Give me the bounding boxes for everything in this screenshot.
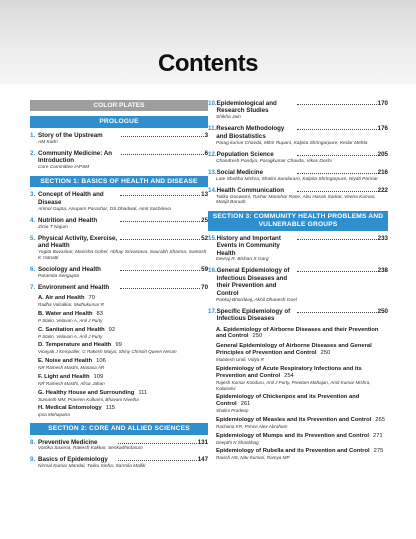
leader-dots xyxy=(118,456,197,461)
toc-entry[interactable] xyxy=(30,456,208,470)
subentry-title-line xyxy=(38,358,208,365)
color-plates-label: COLOR PLATES xyxy=(30,100,208,111)
leader-dots xyxy=(297,267,377,272)
toc-entry[interactable] xyxy=(208,308,388,323)
chapter-authors: Chandresh Pandya, Paragkumar Chavda, Vikas Doshi xyxy=(216,158,332,164)
subentry-title-line xyxy=(38,311,208,318)
section-2-header: SECTION 2: CORE AND ALLIED SCIENCES xyxy=(30,423,208,435)
leader-dots xyxy=(121,150,203,155)
subentry-title: G. Healthy House and Surrounding xyxy=(38,389,135,396)
chapter-authors: Zinia T Nujum xyxy=(38,224,68,230)
subentry-title: A. Epidemiology of Airborne Diseases and their Prevention and Control xyxy=(216,326,379,340)
toc-subentry[interactable] xyxy=(216,448,388,461)
subentry-title-line xyxy=(216,433,388,440)
chapter-number: 5. xyxy=(30,234,36,242)
chapter-number: 14. xyxy=(208,186,217,194)
chapter-title: Epidemiological and Research Studies xyxy=(216,100,277,115)
page-number: 111 xyxy=(138,389,148,396)
chapter-title: Concept of Health and Disease xyxy=(38,191,104,206)
toc-entry[interactable] xyxy=(208,151,388,165)
leader-dots xyxy=(120,266,201,271)
chapter-number: 8. xyxy=(30,438,36,446)
chapter-number: 7. xyxy=(30,283,36,291)
toc-right-column xyxy=(208,100,388,464)
chapter-authors: Devraj R, Bishan S Garg xyxy=(216,257,269,263)
subentry-title: D. Temperature and Health xyxy=(38,342,112,349)
page-number: 250 xyxy=(252,333,263,340)
subentry-title: F. Light and Health xyxy=(38,373,90,380)
toc-entry-title xyxy=(30,132,208,139)
page-title: Contents xyxy=(158,50,258,77)
subentry-title-line xyxy=(216,417,388,424)
subentry-title: Epidemiology of Acute Respiratory Infections and its Prevention and Control xyxy=(216,366,362,380)
chapter-authors: Late Shobha Mishra, Shalini Sundararo, Kalpita Shringarpure, Niyati Parmar xyxy=(216,176,378,182)
chapter-authors: Anmol Gupta, Anupam Parashar, DS Dhadwal, Amit Sachdeva xyxy=(38,206,171,212)
subentry-title-line xyxy=(38,405,208,412)
subentry-title: C. Sanitation and Health xyxy=(38,326,105,333)
page-number: 265 xyxy=(375,417,385,424)
toc-left-column xyxy=(30,100,208,474)
subentry-title: H. Medical Entomology xyxy=(38,405,102,412)
leader-dots xyxy=(297,151,377,156)
section-3-list xyxy=(208,235,388,323)
chapter-number: 6. xyxy=(30,266,36,274)
chapter-number: 12. xyxy=(208,150,217,158)
subentry-authors: Rachana KR, Prince Alex Abraham xyxy=(216,424,288,430)
toc-subentry[interactable] xyxy=(216,417,388,430)
subentry-title-line xyxy=(216,327,388,341)
page-number: 109 xyxy=(93,373,104,380)
leader-dots xyxy=(121,132,203,137)
leader-dots xyxy=(297,100,377,105)
chapter-number: 2. xyxy=(30,149,36,157)
subentry-title-line xyxy=(216,394,388,408)
chapter-authors: Yogita Bavaskar, Manisha Gohel, Abhay Srivastava, Saurabh Sharma, Santosh K Yatnatti xyxy=(38,250,207,262)
toc-entry[interactable] xyxy=(30,439,208,453)
chapter-authors: Vartika Saxena, Rakesh Kakkar, Senkadhirdasan xyxy=(38,446,143,452)
page-number: 205 xyxy=(377,150,388,158)
toc-entry-title xyxy=(30,235,208,250)
subentry-title-line xyxy=(38,327,208,334)
subentry-title-line xyxy=(216,343,388,357)
toc-subentry[interactable] xyxy=(38,405,208,418)
page-number: 70 xyxy=(201,283,209,291)
chapter-title: Research Methodology and Biostatistics xyxy=(216,125,285,140)
subentry-authors: Vinayak J Kempaller, G Rakesh Maiya, Shiny Christin Queen Nesan xyxy=(38,349,177,355)
page-number: 115 xyxy=(105,405,116,412)
subentry-title: Epidemiology of Rubella and its Prevention and Control xyxy=(216,448,370,455)
page-number: 6 xyxy=(204,149,209,157)
chapter-authors: Shikha Jain xyxy=(216,115,241,121)
chapter-title: Population Science xyxy=(216,150,274,158)
subentry-title: Epidemiology of Measles and its Prevention and Control xyxy=(216,417,372,424)
chapter-title: Social Medicine xyxy=(216,168,264,176)
page-number: 238 xyxy=(377,267,388,275)
subentry-title-line xyxy=(38,374,208,381)
subentry-authors: P Stalin, Velavan A, Anil J Purty xyxy=(38,333,103,339)
subentry-authors: Sumanth MM, Praveen Kulkarni, Bhavani Nivetha xyxy=(38,396,139,402)
page-number: 25 xyxy=(201,216,209,224)
toc-entry-title xyxy=(30,150,208,165)
subentry-title-line xyxy=(38,342,208,349)
chapter-number: 9. xyxy=(30,456,36,464)
subentry-authors: Deepthi N Shanbhag xyxy=(216,439,259,445)
subentry-title: A. Air and Health xyxy=(38,295,85,302)
page-number: 52 xyxy=(201,234,209,242)
toc-entry[interactable] xyxy=(208,169,388,183)
toc-subentry[interactable] xyxy=(216,433,388,446)
toc-entry-title xyxy=(208,169,388,176)
section-prologue: PROLOGUE xyxy=(30,116,208,128)
page-number: 3 xyxy=(204,131,209,139)
toc-entry[interactable] xyxy=(30,217,208,231)
leader-dots xyxy=(118,439,197,444)
toc-entry-title xyxy=(30,266,208,273)
leader-dots xyxy=(120,191,201,196)
toc-entry-title xyxy=(208,308,388,323)
toc-entry-title xyxy=(208,125,388,140)
toc-subentry[interactable] xyxy=(216,366,388,391)
chapter-title: Environment and Health xyxy=(38,283,110,291)
toc-entry[interactable] xyxy=(30,266,208,280)
toc-entry[interactable] xyxy=(208,100,388,121)
page-number: 170 xyxy=(377,100,388,107)
subentry-authors: P Stalin, Velavan A, Anil J Purty xyxy=(38,318,103,324)
page-number: 254 xyxy=(284,373,294,380)
subentry-authors: Malatesh Undi, Vidya R xyxy=(216,357,264,363)
page-number: 92 xyxy=(108,326,116,333)
chapter-number: 16. xyxy=(208,267,217,275)
leader-dots xyxy=(120,235,201,240)
page-number: 222 xyxy=(377,186,388,194)
leader-dots xyxy=(120,284,201,289)
subentry-authors: Rajesh Kumar Konduru, Anil J Purty, Preetam Mahajan, Amit Kumar Mishra, Kalaiselvi xyxy=(216,379,371,391)
subentry-title: General Epidemiology of Airborne Diseases and General Principles of Prevention and Control xyxy=(216,343,372,357)
page-number: 147 xyxy=(197,456,209,464)
subentry-title: E. Noise and Health xyxy=(38,358,93,365)
toc-entry[interactable] xyxy=(30,150,208,171)
subentry-title-line xyxy=(38,295,208,302)
leader-dots xyxy=(297,187,377,192)
page-number: 216 xyxy=(377,168,388,176)
right-top-list xyxy=(208,100,388,206)
toc-entry-title xyxy=(208,151,388,158)
chapter-number: 3. xyxy=(30,191,36,199)
toc-entry-title xyxy=(30,217,208,224)
toc-entry-title xyxy=(208,187,388,194)
chapter-authors: AM Kadri xyxy=(38,139,58,145)
toc-subentry[interactable] xyxy=(216,343,388,363)
chapter-title: Sociology and Health xyxy=(38,266,101,274)
toc-subentry[interactable] xyxy=(38,327,208,340)
chapter-title: Preventive Medicine xyxy=(38,438,98,446)
page-number: 83 xyxy=(96,311,103,318)
page-number: 131 xyxy=(197,438,209,446)
toc-subentry[interactable] xyxy=(38,374,208,387)
toc-entry[interactable] xyxy=(208,187,388,207)
toc-subentry[interactable] xyxy=(38,390,208,403)
leader-dots xyxy=(297,125,377,130)
toc-entry[interactable] xyxy=(208,125,388,146)
section-2-list xyxy=(30,439,208,471)
toc-entry[interactable] xyxy=(30,191,208,212)
environment-subsections xyxy=(30,295,208,418)
subentry-authors: NR Ramesh Masthi, Afraz Jahan xyxy=(38,380,105,386)
leader-dots xyxy=(297,308,377,313)
chapter-authors: Paramita Sengupta xyxy=(38,274,80,279)
chapter-title: Health Communication xyxy=(216,186,284,194)
toc-entry-title xyxy=(208,235,388,257)
chapter-authors: Parag kumar Chavda, Mihir Rupani, Kalpita Shringarpure, Kedar Mehta xyxy=(216,140,368,146)
page-number: 275 xyxy=(373,448,384,455)
toc-entry-title xyxy=(30,284,208,291)
chapter-number: 17. xyxy=(208,307,217,315)
toc-entry-title xyxy=(208,267,388,297)
chapter-title: Physical Activity, Exercise, and Health xyxy=(38,234,118,250)
subentry-authors: NR Ramesh Masthi, Manasa AR xyxy=(38,365,105,371)
prologue-list xyxy=(30,132,208,171)
page-number: 99 xyxy=(115,342,122,349)
infectious-subsections xyxy=(208,327,388,462)
leader-dots xyxy=(297,235,377,240)
toc-subentry[interactable] xyxy=(216,327,388,341)
toc-entry[interactable] xyxy=(208,235,388,264)
toc-entry[interactable] xyxy=(30,235,208,262)
chapter-number: 10. xyxy=(208,100,217,107)
toc-entry[interactable] xyxy=(30,284,208,291)
chapter-number: 4. xyxy=(30,216,36,224)
page-number: 176 xyxy=(377,125,388,133)
page-number: 271 xyxy=(372,432,383,439)
toc-entry-title xyxy=(30,439,208,446)
chapter-title: Specific Epidemiology of Infectious Diseases xyxy=(216,307,291,323)
toc-entry-title xyxy=(30,191,208,206)
page-number: 261 xyxy=(240,401,251,408)
chapter-title: Basics of Epidemiology xyxy=(38,456,108,464)
page-number: 59 xyxy=(201,266,209,274)
toc-entry[interactable] xyxy=(30,132,208,146)
chapter-title: Nutrition and Health xyxy=(38,216,98,224)
chapter-title: Community Medicine: An Introduction xyxy=(38,149,113,164)
subentry-title: Epidemiology of Mumps and its Prevention and Control xyxy=(216,432,369,439)
page-number: 13 xyxy=(201,191,209,199)
subentry-authors: Radha Valsalkar, Muthukumar R xyxy=(38,302,104,308)
chapter-authors: Tulika Goswami, Tushar Manohar Rane, Abu Hasan Sarkar, Veena Kumari, Manjit Baruah xyxy=(216,194,376,206)
leader-dots xyxy=(120,217,201,222)
subentry-title-line xyxy=(38,390,208,397)
subentry-title-line xyxy=(216,448,388,455)
subentry-title: Epidemiology of Chickenpox and its Prevention and Control xyxy=(216,394,360,408)
leader-dots xyxy=(297,169,377,174)
section-1-list xyxy=(30,191,208,291)
toc-entry[interactable] xyxy=(208,267,388,303)
chapter-title: Story of the Upstream xyxy=(38,131,103,139)
page-number: 250 xyxy=(320,350,331,357)
toc-entry-title xyxy=(208,100,388,115)
toc-subentry[interactable] xyxy=(38,342,208,355)
page-number: 106 xyxy=(96,358,106,365)
subentry-authors: Shalini Pradeep xyxy=(216,408,249,414)
toc-entry-title xyxy=(30,456,208,463)
subentry-title: B. Water and Health xyxy=(38,311,93,318)
toc-subentry[interactable] xyxy=(216,394,388,414)
chapter-number: 15. xyxy=(208,234,217,242)
chapter-title: History and Important Events in Community Health xyxy=(216,234,281,257)
section-1-header: SECTION 1: BASICS OF HEALTH AND DISEASE xyxy=(30,176,208,188)
chapter-authors: Core Committee IAPSM xyxy=(38,164,90,170)
page-number: 233 xyxy=(377,234,388,242)
toc-subentry[interactable] xyxy=(38,295,208,308)
chapter-number: 1. xyxy=(30,131,36,139)
chapter-authors: Nirmal Kumar Mandal, Twiku Sinha, Sarmila Mallik xyxy=(38,464,146,470)
subentry-authors: Ravish HS, Nitu Kumari, Ramya MP xyxy=(216,455,290,461)
toc-subentry[interactable] xyxy=(38,358,208,371)
section-3-header: SECTION 3: COMMUNITY HEALTH PROBLEMS AND VULNERABLE GROUPS xyxy=(208,211,388,230)
chapter-title: General Epidemiology of Infectious Diseases and their Prevention and Control xyxy=(216,267,290,297)
chapter-authors: Pankaj Bhardwaj, Akhil Dhanesh Goel xyxy=(216,297,297,303)
subentry-authors: Ipsa Mohapatra xyxy=(38,412,70,418)
page-number: 70 xyxy=(88,295,95,302)
subentry-title-line xyxy=(216,366,388,380)
chapter-number: 11. xyxy=(208,125,217,133)
chapter-number: 13. xyxy=(208,168,217,176)
toc-subentry[interactable] xyxy=(38,311,208,324)
page-number: 250 xyxy=(377,307,388,315)
